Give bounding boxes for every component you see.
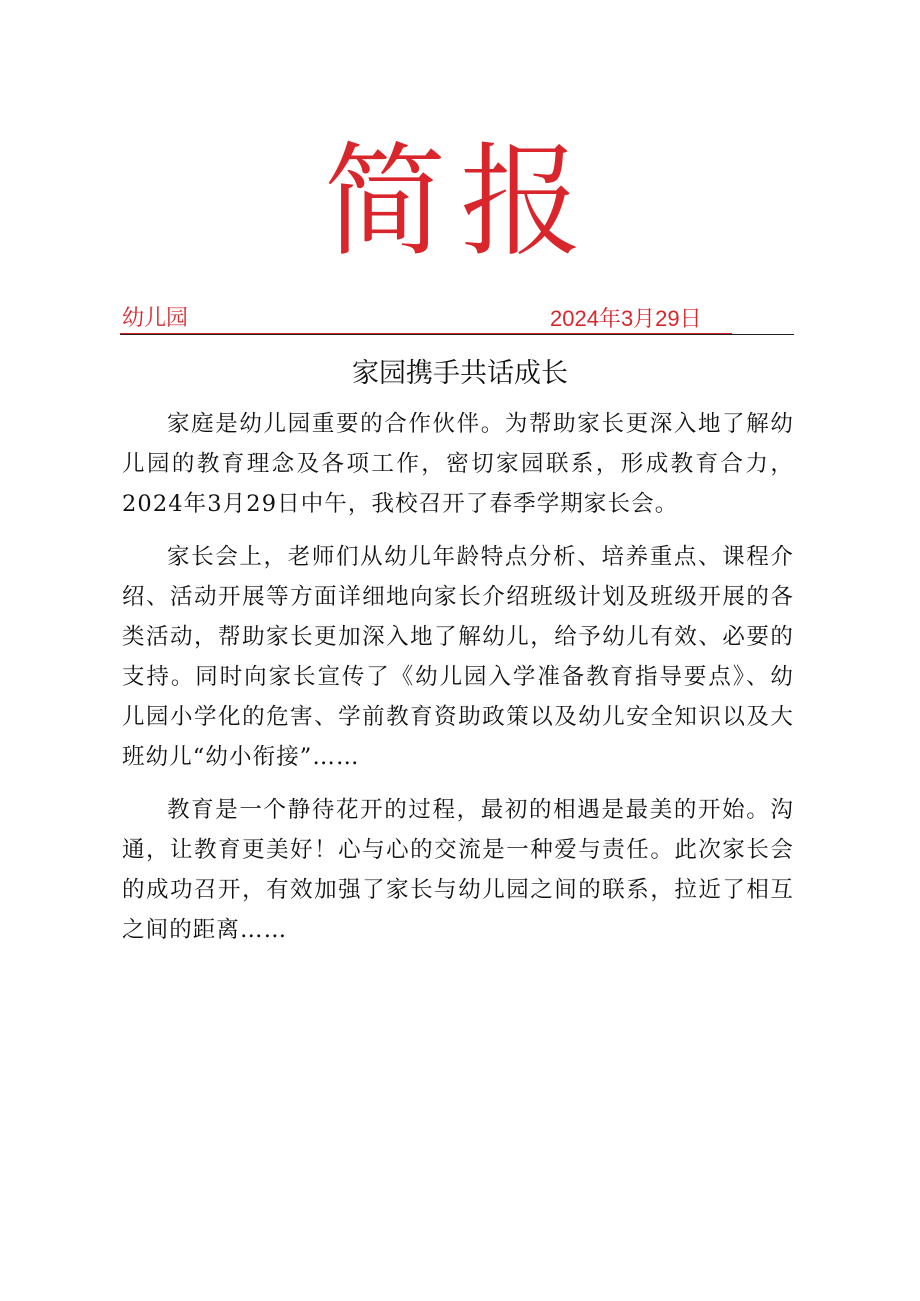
masthead-title: 简报 <box>324 131 596 273</box>
paragraph: 家庭是幼儿园重要的合作伙伴。为帮助家长更深入地了解幼儿园的教育理念及各项工作，密切家园联系，形成教育合力，2024年3月29日中午，我校召开了春季学期家长会。 <box>122 411 794 517</box>
paragraph: 家长会上，老师们从幼儿年龄特点分析、培养重点、课程介绍、活动开展等方面详细地向家长介绍班级计划及班级开展的各类活动，帮助家长更加深入地了解幼儿，给予幼儿有效、必要的支持。同时向家长宣传了《幼儿园入学准备教育指导要点》、幼儿园小学化的危害、学前教育资助政策以及幼儿安全知识以及大班幼儿“幼小衔接”…… <box>122 544 794 770</box>
issue-date: 2024年3月29日 <box>550 306 702 331</box>
article-title: 家园携手共话成长 <box>352 358 568 389</box>
organization-name: 幼儿园 <box>122 306 189 331</box>
article-body <box>122 404 794 963</box>
header-divider <box>120 334 794 335</box>
paragraph: 教育是一个静待花开的过程，最初的相遇是最美的开始。沟通，让教育更美好！心与心的交流是一种爱与责任。此次家长会的成功召开，有效加强了家长与幼儿园之间的联系，拉近了相互之间的距离…… <box>122 797 794 943</box>
header-meta-row <box>120 303 792 337</box>
